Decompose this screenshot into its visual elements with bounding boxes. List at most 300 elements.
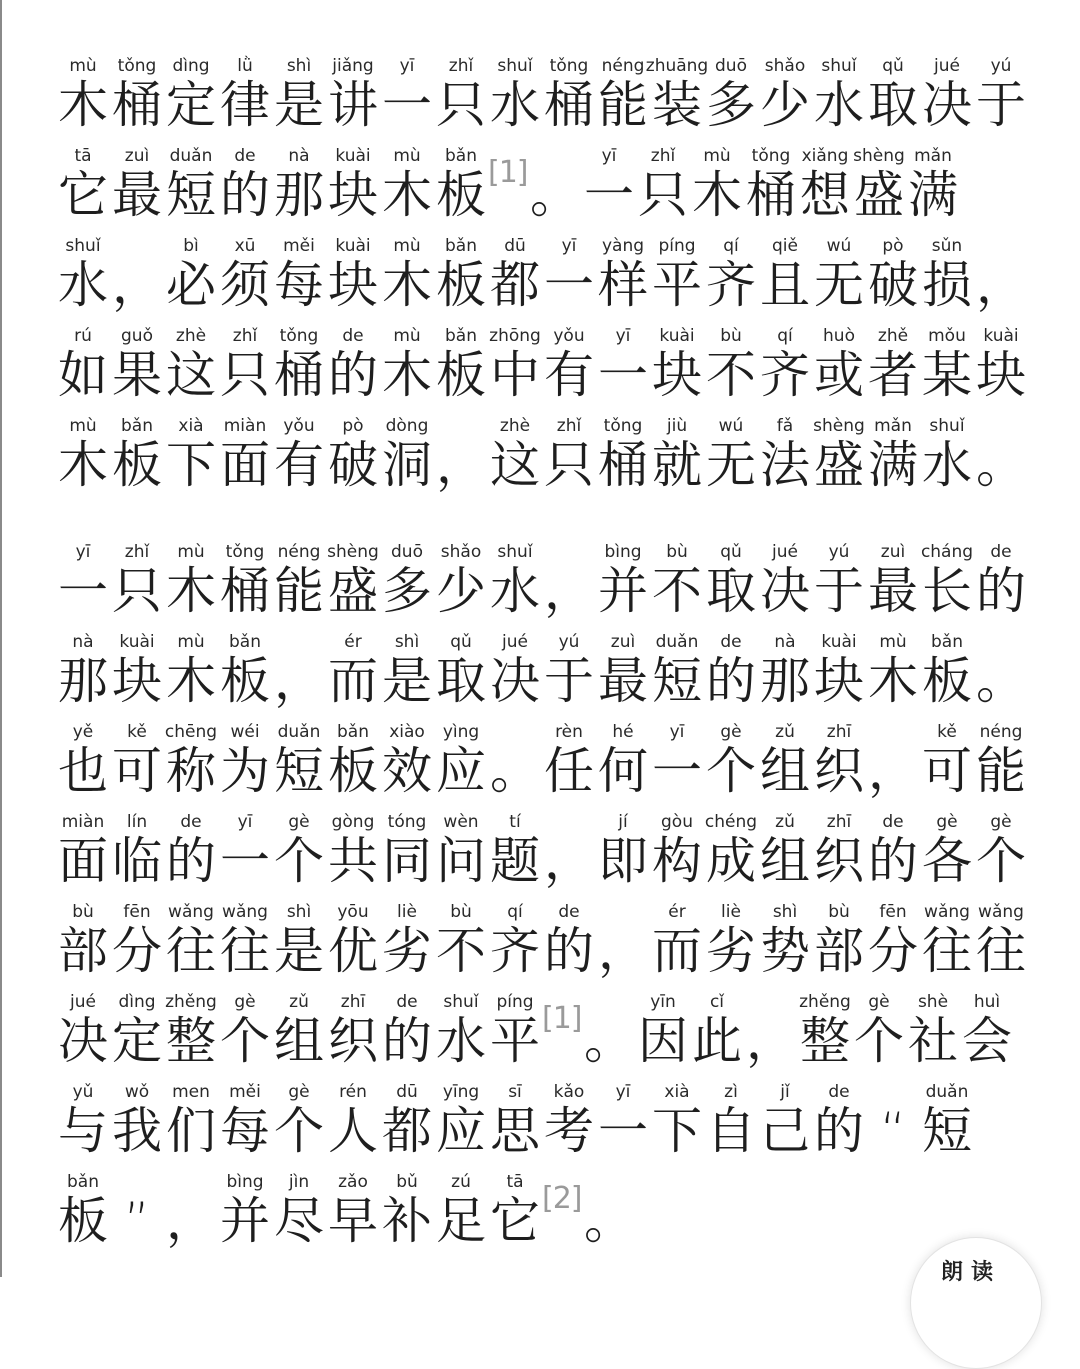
hanzi-character: 能: [598, 76, 648, 134]
hanzi-character: 果: [112, 346, 162, 404]
pinyin-annotation: qǔ: [720, 542, 742, 562]
pinyin-annotation: de: [234, 146, 256, 166]
hanzi-character: 而: [652, 922, 702, 980]
hanzi-character: 下: [652, 1102, 702, 1160]
ruby-character: [380, 410, 434, 500]
text-line: [56, 536, 1046, 626]
hanzi-character: 组: [760, 742, 810, 800]
hanzi-character: ，: [544, 562, 594, 620]
hanzi-character: 的: [166, 832, 216, 890]
hanzi-character: 有: [274, 436, 324, 494]
pinyin-annotation: de: [828, 1082, 850, 1102]
pinyin-annotation: de: [396, 992, 418, 1012]
hanzi-character: 最: [598, 652, 648, 710]
pinyin-annotation: zhǐ: [448, 56, 474, 76]
hanzi-character: 一: [382, 76, 432, 134]
hanzi-character: 与: [58, 1102, 108, 1160]
text-line: [56, 1166, 1046, 1256]
pinyin-annotation: de: [180, 812, 202, 832]
pinyin-annotation: duǎn: [925, 1082, 969, 1102]
pinyin-annotation: bǎn: [445, 326, 477, 346]
hanzi-character: 织: [814, 742, 864, 800]
hanzi-character: ，: [274, 652, 324, 710]
ruby-character: [434, 716, 488, 806]
citation-reference[interactable]: [542, 1166, 582, 1256]
hanzi-character: 一: [584, 166, 634, 224]
hanzi-character: 每: [274, 256, 324, 314]
pinyin-annotation: liè: [721, 902, 741, 922]
hanzi-character: 平: [490, 1012, 540, 1070]
hanzi-character: 无: [706, 436, 756, 494]
text-line: [56, 626, 1046, 716]
pinyin-annotation: dòng: [385, 416, 429, 436]
hanzi-character: 水: [490, 562, 540, 620]
hanzi-character: 部: [58, 922, 108, 980]
hanzi-character: 桶: [220, 562, 270, 620]
pinyin-annotation: zhuāng: [645, 56, 709, 76]
hanzi-character: 为: [220, 742, 270, 800]
pinyin-annotation: yī: [399, 56, 415, 76]
hanzi-character: 洞: [382, 436, 432, 494]
pinyin-annotation: tǒng: [117, 56, 157, 76]
pinyin-annotation: mù: [393, 326, 421, 346]
pinyin-annotation: zhè: [175, 326, 207, 346]
hanzi-character: 。: [976, 436, 1026, 494]
pinyin-annotation: pò: [342, 416, 364, 436]
ruby-character: [56, 1166, 110, 1256]
pinyin-annotation: jìn: [288, 1172, 310, 1192]
pinyin-article: [56, 50, 1046, 1256]
pinyin-annotation: zuì: [610, 632, 636, 652]
pinyin-annotation: tóng: [387, 812, 427, 832]
pinyin-annotation: lǜ: [237, 56, 253, 76]
pinyin-annotation: jǐ: [780, 1082, 790, 1102]
hanzi-character: 齐: [760, 346, 810, 404]
pinyin-annotation: zhī: [826, 812, 852, 832]
pinyin-annotation: měi: [229, 1082, 261, 1102]
text-line: [56, 896, 1046, 986]
pinyin-annotation: yǒu: [553, 326, 585, 346]
hanzi-character: 只: [112, 562, 162, 620]
pinyin-annotation: gè: [990, 812, 1012, 832]
pinyin-annotation: píng: [658, 236, 696, 256]
ruby-character: [218, 626, 272, 716]
pinyin-annotation: zhǐ: [650, 146, 676, 166]
ruby-character: [920, 626, 974, 716]
pinyin-annotation: men: [172, 1082, 210, 1102]
pinyin-annotation: zhǐ: [124, 542, 150, 562]
hanzi-character: 木: [166, 562, 216, 620]
hanzi-character: 。: [530, 166, 580, 224]
hanzi-character: 桶: [598, 436, 648, 494]
pinyin-annotation: shì: [286, 902, 312, 922]
ruby-character: [920, 410, 974, 500]
hanzi-character: 那: [58, 652, 108, 710]
pinyin-annotation: zuì: [124, 146, 150, 166]
hanzi-character: 想: [800, 166, 850, 224]
hanzi-character: 水: [922, 436, 972, 494]
hanzi-character: 个: [220, 1012, 270, 1070]
pinyin-annotation: néng: [277, 542, 321, 562]
pinyin-annotation: duǎn: [277, 722, 321, 742]
pinyin-annotation: duō: [391, 542, 423, 562]
pinyin-annotation: bù: [72, 902, 94, 922]
hanzi-character: 有: [544, 346, 594, 404]
pinyin-annotation: yī: [561, 236, 577, 256]
pinyin-annotation: gè: [288, 812, 310, 832]
citation-reference[interactable]: [488, 140, 528, 230]
pinyin-annotation: zhěng: [165, 992, 217, 1012]
text-line: [56, 1076, 1046, 1166]
hanzi-character: 装: [652, 76, 702, 134]
hanzi-character: 它: [490, 1192, 540, 1250]
hanzi-character: 破: [328, 436, 378, 494]
hanzi-character: 劣: [706, 922, 756, 980]
pinyin-annotation: yǒu: [283, 416, 315, 436]
hanzi-character: 盛: [328, 562, 378, 620]
text-line: [56, 986, 1046, 1076]
hanzi-character: 个: [854, 1012, 904, 1070]
hanzi-character: 并: [598, 562, 648, 620]
pinyin-annotation: zǔ: [775, 812, 795, 832]
hanzi-character: 的: [328, 346, 378, 404]
hanzi-character: 于: [814, 562, 864, 620]
ruby-character: [812, 1076, 866, 1166]
hanzi-character: 齐: [490, 922, 540, 980]
hanzi-character: 如: [58, 346, 108, 404]
pinyin-annotation: zhī: [826, 722, 852, 742]
hanzi-character: 决: [760, 562, 810, 620]
text-line: [56, 230, 1046, 320]
pinyin-annotation: shǎo: [440, 542, 482, 562]
pinyin-annotation: bǎn: [931, 632, 963, 652]
pinyin-annotation: yàng: [601, 236, 645, 256]
pinyin-annotation: bù: [450, 902, 472, 922]
citation-reference[interactable]: [542, 986, 582, 1076]
citation-label: [1]: [488, 155, 528, 190]
hanzi-character: 的: [706, 652, 756, 710]
pinyin-annotation: chéng: [704, 812, 758, 832]
pinyin-annotation: mù: [177, 632, 205, 652]
text-line: [56, 50, 1046, 140]
pinyin-annotation: néng: [979, 722, 1023, 742]
pinyin-annotation: wǎng: [168, 902, 214, 922]
pinyin-annotation: shì: [394, 632, 420, 652]
hanzi-character: 我: [112, 1102, 162, 1160]
pinyin-annotation: zhěng: [799, 992, 851, 1012]
hanzi-character: 这: [166, 346, 216, 404]
paragraph: [56, 50, 1046, 500]
hanzi-character: 少: [436, 562, 486, 620]
pinyin-annotation: yī: [601, 146, 617, 166]
pinyin-annotation: liè: [397, 902, 417, 922]
pinyin-annotation: gòu: [661, 812, 693, 832]
pinyin-annotation: néng: [601, 56, 645, 76]
pinyin-annotation: mù: [703, 146, 731, 166]
hanzi-character: 势: [760, 922, 810, 980]
hanzi-character: 决: [58, 1012, 108, 1070]
pinyin-annotation: huì: [973, 992, 1001, 1012]
hanzi-character: 那: [760, 652, 810, 710]
hanzi-character: 决: [922, 76, 972, 134]
hanzi-character: 者: [868, 346, 918, 404]
pinyin-annotation: de: [990, 542, 1012, 562]
hanzi-character: 板: [220, 652, 270, 710]
hanzi-character: 都: [490, 256, 540, 314]
read-aloud-button[interactable]: [910, 1237, 1042, 1369]
pinyin-annotation: tǒng: [279, 326, 319, 346]
hanzi-character: 临: [112, 832, 162, 890]
pinyin-annotation: mǎn: [874, 416, 912, 436]
hanzi-character: 优: [328, 922, 378, 980]
hanzi-character: 任: [544, 742, 594, 800]
hanzi-character: 的: [976, 562, 1026, 620]
hanzi-character: 木: [382, 166, 432, 224]
hanzi-character: 同: [382, 832, 432, 890]
hanzi-character: 往: [976, 922, 1026, 980]
hanzi-character: 只: [544, 436, 594, 494]
hanzi-character: 往: [922, 922, 972, 980]
pinyin-annotation: wǒ: [124, 1082, 150, 1102]
hanzi-character: 整: [166, 1012, 216, 1070]
pinyin-annotation: shuǐ: [65, 236, 101, 256]
pinyin-annotation: zú: [451, 1172, 471, 1192]
hanzi-character: 板: [58, 1192, 108, 1250]
pinyin-annotation: de: [882, 812, 904, 832]
pinyin-annotation: shǎo: [764, 56, 806, 76]
pinyin-annotation: shuǐ: [821, 56, 857, 76]
pinyin-annotation: tǒng: [603, 416, 643, 436]
hanzi-character: 早: [328, 1192, 378, 1250]
hanzi-character: 水: [490, 76, 540, 134]
hanzi-character: 定: [166, 76, 216, 134]
hanzi-character: 平: [652, 256, 702, 314]
text-line: [56, 716, 1046, 806]
pinyin-annotation: cháng: [920, 542, 974, 562]
pinyin-annotation: shèng: [327, 542, 379, 562]
pinyin-annotation: qí: [507, 902, 523, 922]
hanzi-character: 个: [274, 832, 324, 890]
hanzi-character: 应: [436, 1102, 486, 1160]
hanzi-character: 都: [382, 1102, 432, 1160]
pinyin-annotation: yī: [669, 722, 685, 742]
hanzi-character: 的: [220, 166, 270, 224]
pinyin-annotation: kuài: [821, 632, 857, 652]
hanzi-character: 某: [922, 346, 972, 404]
ruby-character: [488, 986, 542, 1076]
pinyin-annotation: yīn: [650, 992, 676, 1012]
hanzi-character: ，: [112, 256, 162, 314]
pinyin-annotation: měi: [283, 236, 315, 256]
pinyin-annotation: yìng: [442, 722, 480, 742]
pinyin-annotation: shè: [917, 992, 949, 1012]
text-line: [56, 140, 1046, 230]
pinyin-annotation: zuì: [880, 542, 906, 562]
hanzi-character: 题: [490, 832, 540, 890]
pinyin-annotation: bǎn: [67, 1172, 99, 1192]
hanzi-character: 。: [976, 652, 1026, 710]
ruby-character: [974, 806, 1028, 896]
hanzi-character: 讲: [328, 76, 378, 134]
pinyin-annotation: pò: [882, 236, 904, 256]
hanzi-character: 桶: [274, 346, 324, 404]
pinyin-annotation: bǎn: [445, 146, 477, 166]
pinyin-annotation: mù: [393, 236, 421, 256]
hanzi-character: 短: [274, 742, 324, 800]
pinyin-annotation: jué: [502, 632, 528, 652]
hanzi-character: 问: [436, 832, 486, 890]
hanzi-character: 会: [962, 1012, 1012, 1070]
pinyin-annotation: jué: [934, 56, 960, 76]
citation-label: [2]: [542, 1181, 582, 1216]
pinyin-annotation: miàn: [223, 416, 267, 436]
pinyin-annotation: gè: [936, 812, 958, 832]
hanzi-character: 样: [598, 256, 648, 314]
hanzi-character: 应: [436, 742, 486, 800]
pinyin-annotation: bì: [183, 236, 199, 256]
hanzi-character: 木: [692, 166, 742, 224]
hanzi-character: 往: [220, 922, 270, 980]
hanzi-character: 可: [922, 742, 972, 800]
hanzi-character: 水: [436, 1012, 486, 1070]
hanzi-character: 并: [220, 1192, 270, 1250]
pinyin-annotation: zǔ: [775, 722, 795, 742]
ruby-character: [974, 536, 1028, 626]
hanzi-character: 劣: [382, 922, 432, 980]
hanzi-character: 块: [328, 166, 378, 224]
hanzi-character: 水: [58, 256, 108, 314]
pinyin-annotation: shèng: [813, 416, 865, 436]
hanzi-character: 不: [436, 922, 486, 980]
hanzi-character: 称: [166, 742, 216, 800]
pinyin-annotation: shuǐ: [497, 542, 533, 562]
hanzi-character: 。: [584, 1192, 634, 1250]
pinyin-annotation: fǎ: [776, 416, 794, 436]
pinyin-annotation: zǔ: [289, 992, 309, 1012]
pinyin-annotation: qí: [723, 236, 739, 256]
pinyin-annotation: de: [342, 326, 364, 346]
ruby-character: [974, 320, 1028, 410]
pinyin-annotation: mǎn: [914, 146, 952, 166]
ruby-character: [974, 410, 1028, 500]
hanzi-character: 的: [814, 1102, 864, 1160]
pinyin-annotation: gè: [288, 1082, 310, 1102]
pinyin-annotation: mǒu: [928, 326, 966, 346]
pinyin-annotation: ér: [344, 632, 362, 652]
ruby-character: [974, 626, 1028, 716]
hanzi-character: 个: [976, 832, 1026, 890]
pinyin-annotation: de: [558, 902, 580, 922]
hanzi-character: 不: [706, 346, 756, 404]
hanzi-character: 各: [922, 832, 972, 890]
ruby-character: [960, 986, 1014, 1076]
hanzi-character: 是: [382, 652, 432, 710]
pinyin-annotation: bǔ: [396, 1172, 418, 1192]
hanzi-character: 一: [598, 1102, 648, 1160]
pinyin-annotation: shèng: [853, 146, 905, 166]
hanzi-character: 的: [382, 1012, 432, 1070]
pinyin-annotation: gè: [720, 722, 742, 742]
hanzi-character: 一: [544, 256, 594, 314]
hanzi-character: 一: [220, 832, 270, 890]
pinyin-annotation: bǎn: [445, 236, 477, 256]
pinyin-annotation: qǔ: [450, 632, 472, 652]
pinyin-annotation: xū: [234, 236, 256, 256]
hanzi-character: 最: [112, 166, 162, 224]
pinyin-annotation: lín: [126, 812, 148, 832]
ruby-character: [56, 230, 110, 320]
hanzi-character: ，: [976, 256, 1026, 314]
hanzi-character: 板: [436, 346, 486, 404]
hanzi-character: 能: [274, 562, 324, 620]
ruby-character: [920, 1076, 974, 1166]
pinyin-annotation: jué: [772, 542, 798, 562]
pinyin-annotation: sī: [508, 1082, 522, 1102]
hanzi-character: 。: [584, 1012, 634, 1070]
pinyin-annotation: zǎo: [338, 1172, 368, 1192]
pinyin-annotation: tā: [74, 146, 92, 166]
hanzi-character: 破: [868, 256, 918, 314]
pinyin-annotation: wú: [718, 416, 744, 436]
hanzi-character: 效: [382, 742, 432, 800]
pinyin-annotation: duō: [715, 56, 747, 76]
text-line: [56, 806, 1046, 896]
pinyin-annotation: sǔn: [931, 236, 963, 256]
pinyin-annotation: xiào: [389, 722, 425, 742]
hanzi-character: ，: [746, 1012, 796, 1070]
hanzi-character: 己: [760, 1102, 810, 1160]
hanzi-character: 取: [868, 76, 918, 134]
pinyin-annotation: tǒng: [225, 542, 265, 562]
hanzi-character: 中: [490, 346, 540, 404]
pinyin-annotation: nà: [774, 632, 796, 652]
pinyin-annotation: miàn: [61, 812, 105, 832]
hanzi-character: 不: [652, 562, 702, 620]
pinyin-annotation: hé: [612, 722, 634, 742]
hanzi-character: 木: [382, 346, 432, 404]
ruby-character: [434, 140, 488, 230]
hanzi-character: 且: [760, 256, 810, 314]
pinyin-annotation: xià: [664, 1082, 690, 1102]
pinyin-annotation: shuǐ: [497, 56, 533, 76]
hanzi-character: “: [880, 1102, 906, 1160]
ruby-character: [582, 1166, 636, 1256]
pinyin-annotation: zhǐ: [232, 326, 258, 346]
ruby-character: [488, 806, 542, 896]
pinyin-annotation: shì: [772, 902, 798, 922]
hanzi-character: 构: [652, 832, 702, 890]
pinyin-annotation: qǔ: [882, 56, 904, 76]
hanzi-character: 块: [814, 652, 864, 710]
pinyin-annotation: qí: [777, 326, 793, 346]
hanzi-character: 何: [598, 742, 648, 800]
pinyin-annotation: jiù: [666, 416, 688, 436]
hanzi-character: ，: [868, 742, 918, 800]
hanzi-character: 。: [490, 742, 540, 800]
hanzi-character: 无: [814, 256, 864, 314]
ruby-character: [974, 230, 1028, 320]
hanzi-character: 是: [274, 76, 324, 134]
hanzi-character: 律: [220, 76, 270, 134]
hanzi-character: 织: [328, 1012, 378, 1070]
hanzi-character: 就: [652, 436, 702, 494]
pinyin-annotation: kě: [937, 722, 957, 742]
pinyin-annotation: yī: [615, 1082, 631, 1102]
pinyin-annotation: wéi: [230, 722, 260, 742]
hanzi-character: 盛: [854, 166, 904, 224]
pinyin-annotation: chēng: [164, 722, 218, 742]
hanzi-character: 木: [166, 652, 216, 710]
